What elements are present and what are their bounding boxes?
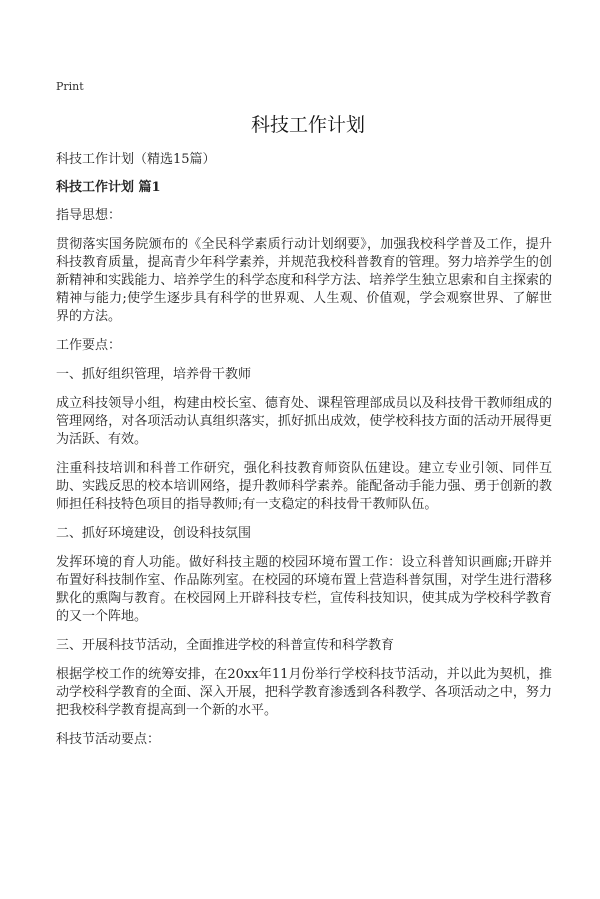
guiding-label: 指导思想： bbox=[56, 208, 122, 223]
festival-label: 科技节活动要点： bbox=[56, 732, 161, 747]
point3-paragraph-1: 根据学校工作的统筹安排，在20xx年11月份举行学校科技节活动，并以此为契机，推动学校科学教育的全面、深入开展，把科学教育渗透到各科教学、各项活动之中，努力把我校科学教育提高到一个新的水平。 bbox=[56, 667, 552, 718]
point1-paragraph-1: 成立科技领导小组，构建由校长室、德育处、课程管理部成员以及科技骨干教师组成的管理网络，对各项活动认真组织落实，抓好抓出成效，使学校科技方面的活动开展得更为活跃、有效。 bbox=[56, 396, 552, 447]
point1-heading: 一、抓好组织管理，培养骨干教师 bbox=[56, 367, 252, 382]
section-title: 科技工作计划 篇1 bbox=[56, 180, 161, 195]
point3-heading: 三、开展科技节活动，全面推进学校的科普宣传和科学教育 bbox=[56, 638, 395, 653]
document-subtitle: 科技工作计划（精选15篇） bbox=[56, 152, 216, 167]
key-points-label: 工作要点： bbox=[56, 338, 122, 353]
point1-paragraph-2: 注重科技培训和科普工作研究，强化科技教育师资队伍建设。建立专业引领、同伴互助、实践反思的校本培训网络，提升教师科学素养。能配备动手能力强、勇于创新的教师担任科技特色项目的指导教师;有一支稳定的科技骨干教师队伍。 bbox=[56, 461, 552, 512]
print-label: Print bbox=[56, 80, 84, 93]
guiding-paragraph: 贯彻落实国务院颁布的《全民科学素质行动计划纲要》，加强我校科学普及工作，提升科技教育质量，提高青少年科学素养，并规范我校科普教育的管理。努力培养学生的创新精神和实践能力、培养学生的科学态度和科学方法、培养学生独立思索和自主探索的精神与能力;使学生逐步具有科学的世界观、人生观、价值观，学会观察世界、了解世界的方法。 bbox=[56, 237, 552, 324]
point2-heading: 二、抓好环境建设，创设科技氛围 bbox=[56, 526, 252, 541]
point2-paragraph-1: 发挥环境的育人功能。做好科技主题的校园环境布置工作：设立科普知识画廊;开辟并布置好科技制作室、作品陈列室。在校园的环境布置上营造科普氛围，对学生进行潜移默化的熏陶与教育。在校园网上开辟科技专栏，宣传科技知识，使其成为学校科学教育的又一个阵地。 bbox=[56, 555, 552, 624]
document-title: 科技工作计划 bbox=[250, 114, 365, 136]
